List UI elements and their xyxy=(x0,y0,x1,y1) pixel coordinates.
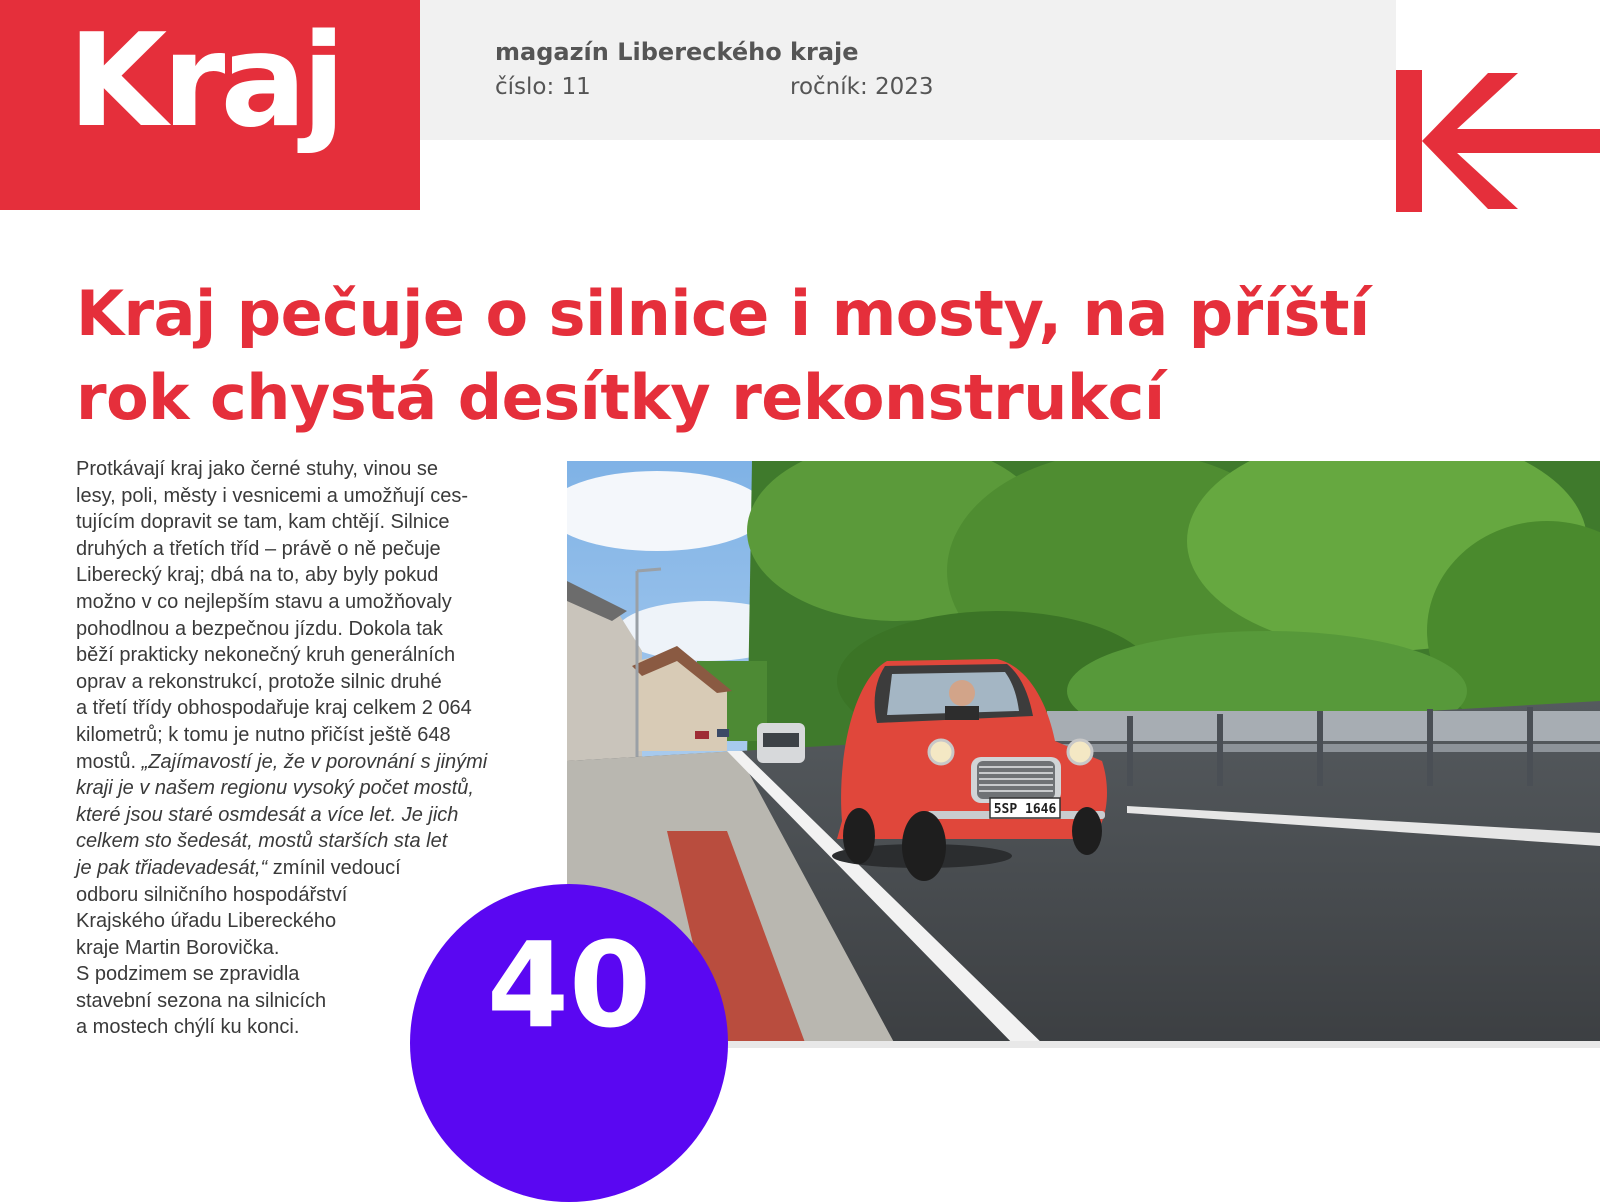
count-badge xyxy=(410,884,728,1202)
body-line: Krajského úřadu Libereckého xyxy=(76,910,337,933)
headline-line: Kraj pečuje o silnice i mosty, na příští xyxy=(76,277,1370,350)
body-fragment: zmínil vedoucí xyxy=(267,856,401,879)
body-line: běží prakticky nekonečný kruh generálních xyxy=(76,644,456,667)
body-line xyxy=(76,749,546,776)
quote-line: kraji je v našem regionu vysoký počet mostů, xyxy=(76,777,474,800)
body-line: a mostech chýlí ku konci. xyxy=(76,1016,300,1039)
quote-line: celkem sto šedesát, mostů starších sta let xyxy=(76,830,448,853)
body-line: odboru silničního hospodářství xyxy=(76,883,348,906)
article-headline xyxy=(76,272,1576,440)
body-line xyxy=(76,855,546,882)
body-line: lesy, poli, městy i vesnicemi a umožňují ces- xyxy=(76,484,468,507)
volume-year: ročník: 2023 xyxy=(790,74,934,100)
body-line: kraje Martin Borovička. xyxy=(76,936,280,959)
body-line: Liberecký kraj; dbá na to, aby byly pokud xyxy=(76,564,439,587)
body-line: S podzimem se zpravidla xyxy=(76,963,300,986)
body-line: a třetí třídy obhospodařuje kraj celkem 2 064 xyxy=(76,697,472,720)
body-line: stavební sezona na silnicích xyxy=(76,989,327,1012)
quote-fragment: je pak třiadevadesát,“ xyxy=(76,856,268,879)
body-line: pohodlnou a bezpečnou jízdu. Dokola tak xyxy=(76,617,443,640)
body-line: tujícím dopravit se tam, kam chtějí. Silnice xyxy=(76,511,450,534)
license-plate: 5SP 1646 xyxy=(993,802,1057,817)
masthead-info xyxy=(420,0,1396,140)
masthead-logo xyxy=(0,0,420,210)
body-line: Protkávají kraj jako černé stuhy, vinou se xyxy=(76,458,439,480)
headline-line: rok chystá desítky rekonstrukcí xyxy=(76,361,1165,434)
quote-line: které jsou staré osmdesát a více let. Je jich xyxy=(76,803,459,826)
body-line: možno v co nejlepším stavu a umožňovaly xyxy=(76,590,452,613)
body-fragment: mostů. xyxy=(76,750,142,773)
k-arrow-logo-icon xyxy=(1396,70,1600,212)
badge-number: 40 xyxy=(486,916,652,1054)
body-line: kilometrů; k tomu je nutno přičíst ještě 648 xyxy=(76,723,451,746)
quote-fragment: „Zajímavostí je, že v porovnání s jinými xyxy=(141,750,488,773)
magazine-name: magazín Libereckého kraje xyxy=(495,38,859,66)
body-line: oprav a rekonstrukcí, protože silnic druhé xyxy=(76,670,442,693)
issue-number: číslo: 11 xyxy=(495,74,591,100)
logo-text: Kraj xyxy=(68,7,341,156)
body-line: druhých a třetích tříd – právě o ně pečuje xyxy=(76,537,441,560)
